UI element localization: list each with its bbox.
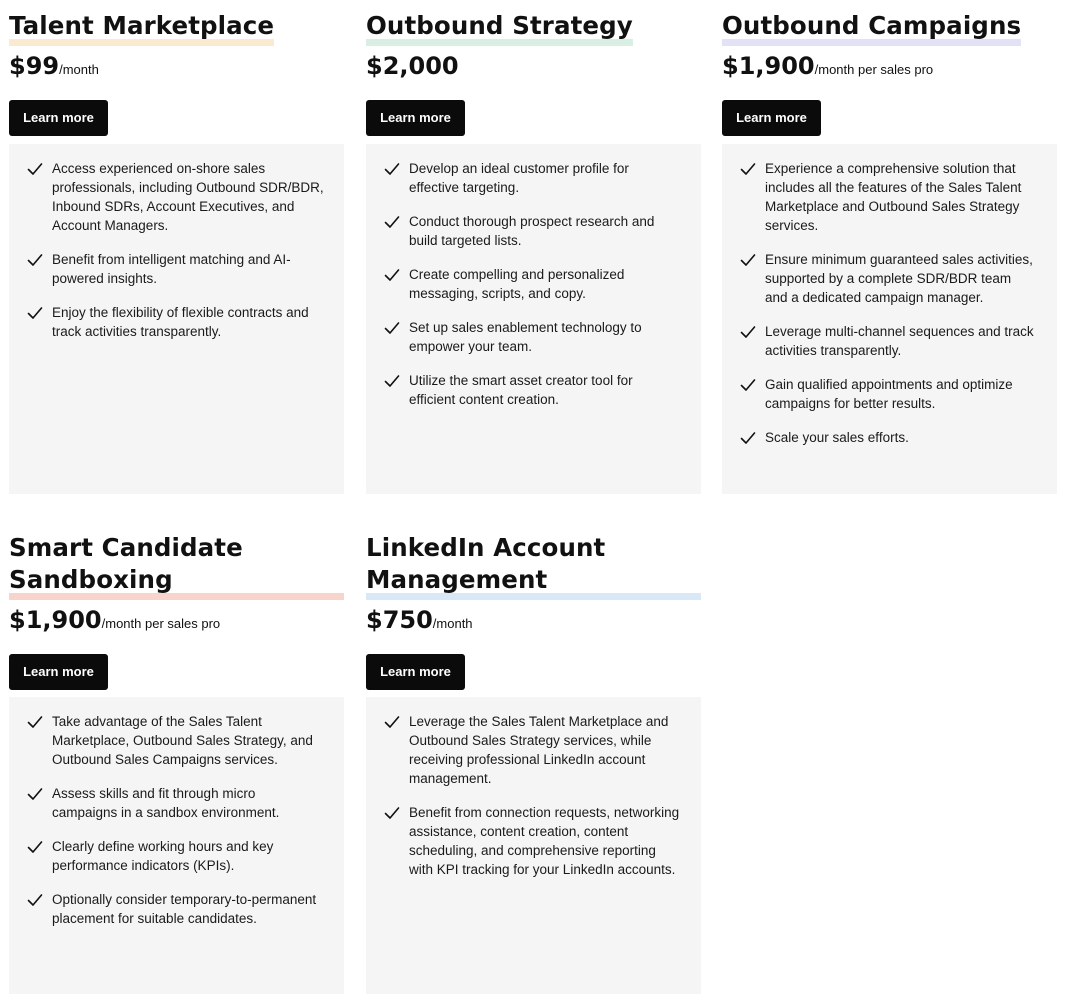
feature-text: Leverage multi-channel sequences and track activities transparently. (765, 324, 1034, 358)
checkmark-icon (27, 892, 43, 908)
checkmark-icon (384, 161, 400, 177)
feature-item (384, 371, 683, 409)
pricing-card-linkedin-account-management (366, 532, 701, 877)
price-row (9, 52, 344, 84)
feature-item (740, 250, 1039, 307)
pricing-card-outbound-campaigns (722, 10, 1057, 445)
checkmark-icon (27, 305, 43, 321)
price-row (9, 606, 344, 638)
checkmark-icon (384, 320, 400, 336)
feature-text: Experience a comprehensive solution that includes all the features of the Sales Talent Marketplace and Outbound Sales Strategy services. (765, 161, 1022, 233)
card-title-wrap (9, 10, 274, 42)
price: $1,900 (722, 52, 815, 80)
price: $2,000 (366, 52, 459, 80)
feature-item (27, 159, 326, 235)
card-title-wrap (722, 10, 1021, 42)
feature-item (384, 212, 683, 250)
feature-list (384, 159, 683, 409)
learn-more-button[interactable]: Learn more (366, 654, 465, 690)
price-suffix: /month per sales pro (101, 616, 221, 631)
feature-text: Benefit from intelligent matching and AI-powered insights. (52, 252, 291, 286)
pricing-card-smart-candidate-sandboxing (9, 532, 344, 926)
learn-more-button[interactable]: Learn more (366, 100, 465, 136)
price-suffix: /month per sales pro (814, 62, 934, 77)
learn-more-button[interactable]: Learn more (9, 654, 108, 690)
price: $99 (9, 52, 60, 80)
checkmark-icon (384, 373, 400, 389)
feature-list (384, 712, 683, 879)
price-row (722, 52, 1057, 84)
checkmark-icon (27, 252, 43, 268)
features-panel (9, 697, 344, 994)
card-title: Outbound Strategy (366, 11, 633, 40)
checkmark-icon (384, 805, 400, 821)
card-title: Outbound Campaigns (722, 11, 1022, 40)
feature-text: Clearly define working hours and key performance indicators (KPIs). (52, 839, 274, 873)
price-suffix: /month (432, 616, 473, 631)
checkmark-icon (384, 714, 400, 730)
feature-item (384, 803, 683, 879)
card-title-wrap (366, 10, 633, 42)
card-title-wrap (366, 532, 701, 596)
card-title: Talent Marketplace (9, 11, 275, 40)
feature-text: Ensure minimum guaranteed sales activities, supported by a complete SDR/BDR team and a dedicated campaign manager. (765, 252, 1033, 305)
checkmark-icon (27, 714, 43, 730)
price: $750 (366, 606, 433, 634)
features-panel (9, 144, 344, 494)
checkmark-icon (740, 324, 756, 340)
feature-item (740, 375, 1039, 413)
card-title: LinkedIn Account Management (366, 533, 606, 594)
feature-list (740, 159, 1039, 447)
checkmark-icon (740, 430, 756, 446)
price: $1,900 (9, 606, 102, 634)
feature-text: Take advantage of the Sales Talent Marketplace, Outbound Sales Strategy, and Outbound Sales Campaigns services. (52, 714, 313, 767)
feature-item (740, 159, 1039, 235)
feature-text: Assess skills and fit through micro campaigns in a sandbox environment. (52, 786, 280, 820)
feature-text: Conduct thorough prospect research and build targeted lists. (409, 214, 655, 248)
checkmark-icon (740, 252, 756, 268)
feature-item (740, 428, 1039, 447)
feature-item (740, 322, 1039, 360)
feature-text: Benefit from connection requests, networking assistance, content creation, content scheduling, and comprehensive reporting with KPI tracking for your LinkedIn accounts. (409, 805, 680, 877)
checkmark-icon (740, 161, 756, 177)
feature-item (27, 303, 326, 341)
price-suffix: /month (59, 62, 99, 77)
feature-text: Set up sales enablement technology to empower your team. (409, 320, 642, 354)
feature-item (384, 712, 683, 788)
feature-item (384, 318, 683, 356)
price-row (366, 606, 701, 638)
checkmark-icon (384, 214, 400, 230)
features-panel (366, 144, 701, 494)
feature-text: Leverage the Sales Talent Marketplace and Outbound Sales Strategy services, while receiving professional LinkedIn account management. (409, 714, 669, 786)
feature-item (27, 712, 326, 769)
learn-more-button[interactable]: Learn more (9, 100, 108, 136)
checkmark-icon (27, 786, 43, 802)
pricing-card-talent-marketplace (9, 10, 344, 339)
feature-item (27, 250, 326, 288)
feature-item (27, 784, 326, 822)
features-panel (366, 697, 701, 994)
feature-text: Enjoy the flexibility of flexible contracts and track activities transparently. (52, 305, 309, 339)
feature-item (27, 837, 326, 875)
learn-more-button[interactable]: Learn more (722, 100, 821, 136)
feature-text: Access experienced on-shore sales professionals, including Outbound SDR/BDR, Inbound SDRs, Account Executives, and Account Managers. (52, 161, 324, 233)
feature-list (27, 159, 326, 341)
feature-text: Utilize the smart asset creator tool for efficient content creation. (409, 373, 633, 407)
feature-text: Scale your sales efforts. (765, 430, 909, 445)
price-row (366, 52, 701, 84)
card-title: Smart Candidate Sandboxing (9, 533, 243, 594)
feature-item (384, 159, 683, 197)
feature-item (384, 265, 683, 303)
feature-text: Develop an ideal customer profile for effective targeting. (409, 161, 629, 195)
features-panel (722, 144, 1057, 494)
checkmark-icon (27, 839, 43, 855)
card-title-wrap (9, 532, 344, 596)
checkmark-icon (384, 267, 400, 283)
feature-text: Optionally consider temporary-to-permanent placement for suitable candidates. (52, 892, 317, 926)
feature-list (27, 712, 326, 928)
checkmark-icon (740, 377, 756, 393)
feature-item (27, 890, 326, 928)
pricing-card-outbound-strategy (366, 10, 701, 407)
feature-text: Create compelling and personalized messaging, scripts, and copy. (409, 267, 625, 301)
checkmark-icon (27, 161, 43, 177)
feature-text: Gain qualified appointments and optimize campaigns for better results. (765, 377, 1013, 411)
